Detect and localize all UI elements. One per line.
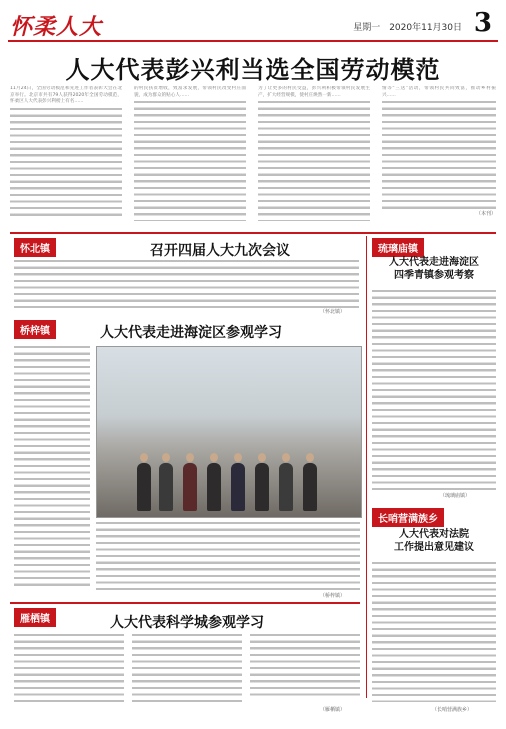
liulimiao-byline: （琉璃庙镇）: [440, 493, 471, 499]
huaibei-text: [14, 260, 359, 308]
lead-text-4: 情等“三送”活动，带领村民共同致富，推动乡村振兴……: [382, 86, 496, 98]
main-headline: 人大代表彭兴利当选全国劳动模范: [65, 56, 441, 84]
photo-figure: [231, 463, 245, 511]
photo-figure: [159, 463, 173, 511]
yanqi-text-col-1: [14, 634, 124, 706]
section-divider: [10, 232, 496, 234]
yanqi-byline: （雁栖镇）: [320, 707, 346, 713]
lead-text-3: 为了让更多的村民受益，彭兴利积极带领村民发展生产，扩大经营规模，使村庄焕然一新……: [258, 86, 370, 98]
masthead: [8, 6, 498, 42]
qiaozi-text-col-2: [96, 522, 360, 590]
text-lines: [134, 101, 246, 221]
section-divider: [10, 602, 360, 604]
page-number: 3: [473, 8, 492, 38]
photo-figure: [183, 463, 197, 511]
liulimiao-title: 人大代表走进海淀区 四季青镇参观考察: [389, 257, 479, 281]
column-rule: [366, 236, 367, 698]
lead-col-1: [10, 86, 122, 226]
changshaoying-text: [372, 562, 496, 702]
qiaozi-byline: （桥梓镇）: [320, 593, 346, 599]
section-tag-changshaoying: 长哨营满族乡: [372, 508, 444, 527]
changshaoying-byline: （长哨营满族乡）: [432, 707, 473, 713]
section-tag-qiaozi: 桥梓镇: [14, 320, 56, 339]
photo-figure: [255, 463, 269, 511]
huaibei-title: 召开四届人大九次会议: [150, 243, 290, 259]
section-tag-liulimiao: 琉璃庙镇: [372, 238, 424, 257]
yanqi-text-col-2: [132, 634, 242, 706]
lead-text-2: 的村民扶贫增收，致富求发展，带领村民改变村庄面貌，成为群众的贴心人……: [134, 86, 246, 98]
photo-figure: [303, 463, 317, 511]
lead-col-3: [258, 86, 370, 226]
text-lines: [10, 108, 122, 218]
liulimiao-text: [372, 290, 496, 490]
text-lines: [382, 101, 496, 211]
photo-figure: [207, 463, 221, 511]
lead-article: [10, 86, 496, 226]
qiaozi-photo: [96, 346, 362, 518]
photo-figure: [137, 463, 151, 511]
issue-date: 星期一 2020年11月30日: [353, 23, 462, 33]
qiaozi-text-col-1: [14, 346, 90, 590]
photo-figure: [279, 463, 293, 511]
masthead-logo: 怀柔人大: [10, 14, 103, 40]
lead-text-1: 11月24日，全国劳动模范和先进工作者表彰大会在北京举行。北京市共有79人获得2020年全国劳动模范，怀柔区人大代表彭兴利榜上有名……: [10, 86, 122, 105]
lead-col-4: [382, 86, 496, 226]
section-tag-yanqi: 雁栖镇: [14, 608, 56, 627]
qiaozi-title: 人大代表走进海淀区参观学习: [100, 325, 282, 341]
yanqi-title: 人大代表科学城参观学习: [110, 615, 264, 631]
lead-byline: （本刊）: [475, 211, 496, 218]
lead-col-2: [134, 86, 246, 226]
section-tag-huaibei: 怀北镇: [14, 238, 56, 257]
changshaoying-title: 人大代表对法院 工作提出意见建议: [394, 529, 474, 553]
text-lines: [258, 101, 370, 221]
yanqi-text-col-3: [250, 634, 360, 696]
huaibei-byline: （怀北镇）: [320, 309, 346, 315]
